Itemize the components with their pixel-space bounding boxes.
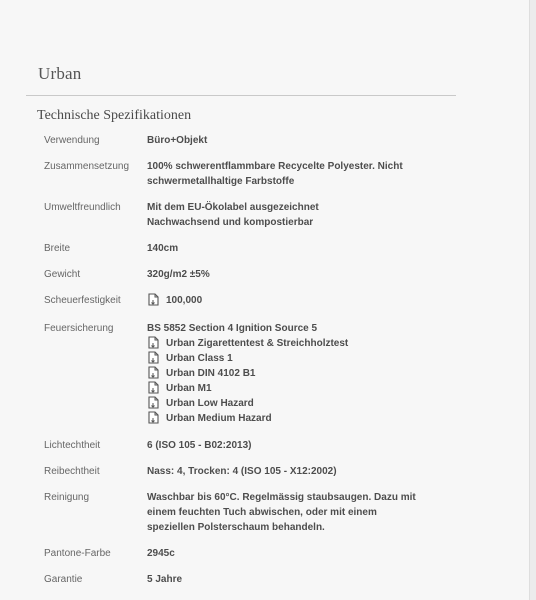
spec-label: Breite — [44, 243, 71, 254]
spec-label: Gewicht — [44, 269, 81, 280]
spec-label: Pantone-Farbe — [44, 548, 111, 559]
spec-value: 6 (ISO 105 - B02:2013) — [147, 440, 252, 451]
spec-value-line: schwermetallhaltige Farbstoffe — [147, 176, 295, 187]
spec-value: 5 Jahre — [147, 574, 183, 585]
section-title: Technische Spezifikationen — [37, 108, 192, 123]
spec-value-line: einem feuchten Tuch abwischen, oder mit einem — [147, 507, 377, 518]
document-link[interactable] — [147, 381, 447, 396]
spec-value — [147, 200, 447, 230]
spec-label: Feuersicherung — [44, 323, 114, 334]
spec-value-line: Mit dem EU-Ökolabel ausgezeichnet — [147, 202, 319, 213]
document-icon — [147, 381, 160, 394]
spec-value-line: speziellen Polsterschaum behandeln. — [147, 522, 325, 533]
document-link-text: 100,000 — [166, 295, 203, 306]
page-edge — [529, 0, 536, 600]
document-link-text: Urban M1 — [166, 383, 212, 394]
spec-value: 320g/m2 ±5% — [147, 269, 210, 280]
spec-value — [147, 159, 447, 189]
document-icon — [147, 336, 160, 349]
spec-value: 140cm — [147, 243, 179, 254]
spec-value-line: Nachwachsend und kompostierbar — [147, 217, 314, 228]
document-icon — [147, 351, 160, 364]
document-link[interactable] — [147, 366, 447, 381]
spec-label: Zusammensetzung — [44, 161, 130, 172]
document-link[interactable] — [147, 396, 447, 411]
spec-value-line: BS 5852 Section 4 Ignition Source 5 — [147, 323, 318, 334]
spec-value: Büro+Objekt — [147, 135, 208, 146]
document-link-text: Urban Class 1 — [166, 353, 233, 364]
spec-value-line: Waschbar bis 60°C. Regelmässig staubsaugen. Dazu mit — [147, 492, 416, 503]
document-link[interactable] — [147, 336, 447, 351]
document-icon — [147, 366, 160, 379]
spec-value — [147, 293, 447, 308]
document-link-text: Urban Medium Hazard — [166, 413, 272, 424]
product-title: Urban — [38, 64, 82, 83]
spec-label: Umweltfreundlich — [44, 202, 121, 213]
document-link-text: Urban Low Hazard — [166, 398, 254, 409]
spec-value: 2945c — [147, 548, 175, 559]
document-link-text: Urban Zigarettentest & Streichholztest — [166, 338, 349, 349]
document-icon — [147, 293, 160, 306]
document-icon — [147, 411, 160, 424]
spec-label: Scheuerfestigkeit — [44, 295, 121, 306]
document-link[interactable] — [147, 411, 447, 426]
spec-label: Reinigung — [44, 492, 90, 503]
spec-label: Lichtechtheit — [44, 440, 101, 451]
document-link-text: Urban DIN 4102 B1 — [166, 368, 256, 379]
spec-value: Nass: 4, Trocken: 4 (ISO 105 - X12:2002) — [147, 466, 337, 477]
spec-label: Reibechtheit — [44, 466, 100, 477]
document-link[interactable] — [147, 293, 447, 308]
spec-value-line: 100% schwerentflammbare Recycelte Polyester. Nicht — [147, 161, 403, 172]
title-divider — [26, 95, 456, 96]
spec-value — [147, 490, 447, 535]
spec-label: Verwendung — [44, 135, 100, 146]
spec-value — [147, 321, 447, 426]
document-link[interactable] — [147, 351, 447, 366]
document-icon — [147, 396, 160, 409]
spec-label: Garantie — [44, 574, 83, 585]
